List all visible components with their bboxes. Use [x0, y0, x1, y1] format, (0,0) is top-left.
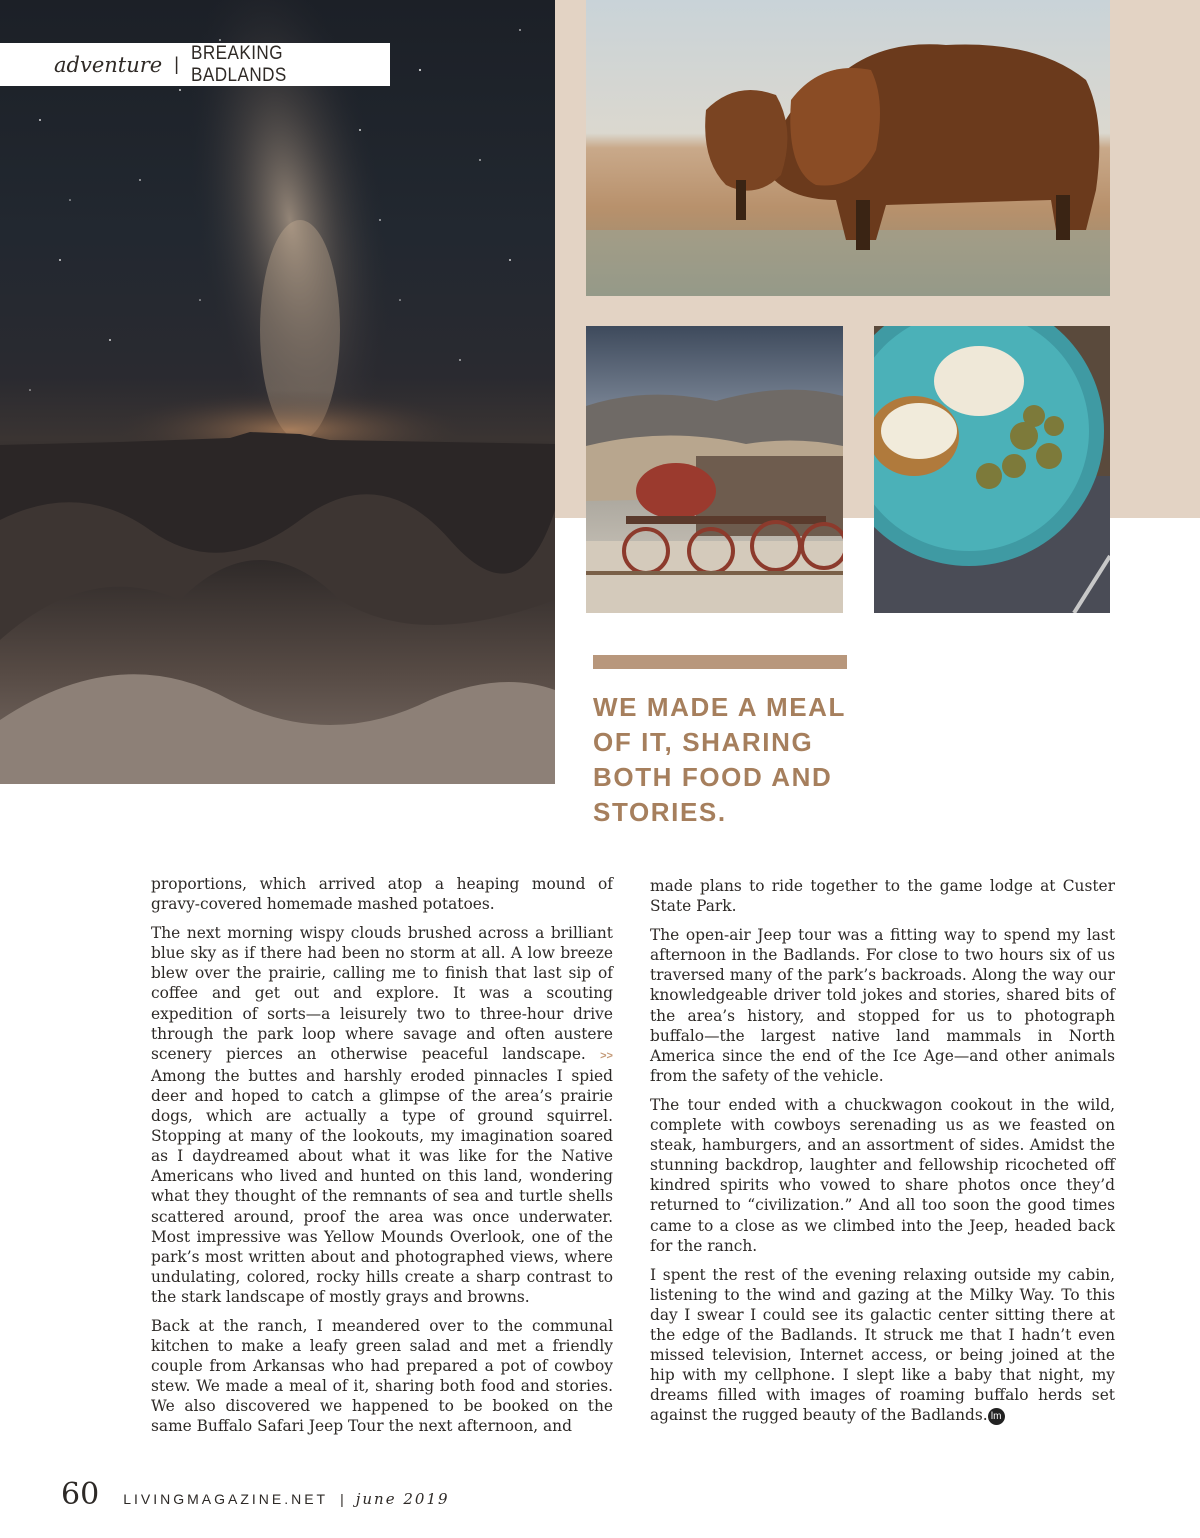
paragraph: proportions, which arrived atop a heaping mound of gravy-covered homemade mashed potatoes.: [151, 875, 613, 914]
section-label: adventure: [54, 52, 163, 77]
article-column-right: [650, 876, 1115, 1434]
end-mark-icon: lm: [988, 1408, 1005, 1425]
pull-quote-rule: [593, 655, 847, 669]
article-series-title: BREAKING BADLANDS: [190, 42, 287, 86]
paragraph: [650, 1265, 1115, 1426]
page-number: 60: [61, 1477, 100, 1512]
milky-way-badlands-photo: [0, 0, 555, 784]
section-header-tag: [0, 43, 390, 86]
paragraph: Back at the ranch, I meandered over to the communal kitchen to make a leafy green salad and met a friendly couple from Arkansas who had prepared a pot of cowboy stew. We made a meal of it, sharing both food and stories. We also discovered we happened to be booked on the same Buffalo Safari Jeep Tour the next afternoon, and: [151, 1316, 613, 1436]
paragraph: [151, 923, 613, 1307]
site-url: LIVINGMAGAZINE.NET: [123, 1491, 329, 1507]
page-footer: [61, 1477, 450, 1512]
footer-divider: |: [340, 1491, 344, 1507]
jump-arrow-icon: >>: [600, 1049, 613, 1062]
chuckwagon-photo: [586, 326, 843, 613]
issue-date: june 2019: [355, 1490, 450, 1508]
paragraph: The tour ended with a chuckwagon cookout in the wild, complete with cowboys serenading us as we feasted on steak, hamburgers, and an assortment of sides. Amidst the stunning backdrop, laughter and fellowship ricocheted off kindred spirits who vowed to share photos once they’d returned to “civilization.” And all too soon the good times came to a close as we climbed into the Jeep, headed back for the ranch.: [650, 1095, 1115, 1255]
meal-photo: [874, 326, 1110, 613]
paragraph-text: The next morning wispy clouds brushed across a brilliant blue sky as if there had been no storm at all. A low breeze blew over the prairie, calling me to finish that last sip of coffee and get out and explore. It was a scouting expedition of sorts—a leisurely two to three-hour drive through the park loop where savage and often austere scenery pierces an otherwise peaceful landscape.: [151, 924, 613, 1063]
article-column-left: [151, 874, 613, 1446]
paragraph: The open-air Jeep tour was a fitting way to spend my last afternoon in the Badlands. For close to two hours six of us traversed many of the park’s backroads. Along the way our knowledgeable driver told jokes and stories, shared bits of the area’s history, and stopped for us to photograph buffalo—the largest native land mammals in North America since the end of the Ice Age—and other animals from the safety of the vehicle.: [650, 926, 1115, 1085]
bison-photo: [586, 0, 1110, 296]
paragraph: made plans to ride together to the game lodge at Custer State Park.: [650, 877, 1115, 916]
pull-quote: WE MADE A MEAL OF IT, SHARING BOTH FOOD AND STORIES.: [593, 692, 846, 827]
section-divider: |: [174, 54, 179, 74]
paragraph-text: Among the buttes and harshly eroded pinnacles I spied deer and hoped to catch a glimpse of the area’s prairie dogs, which are actually a type of ground squirrel. Stopping at many of the lookouts, my imagination soared as I daydreamed about what it was like for the Native Americans who lived and hunted on this land, wondering what they thought of the remnants of sea and turtle shells scattered around, proof the area was once underwater. Most impressive was Yellow Mounds Overlook, one of the park’s most written about and photographed views, where undulating, colored, rocky hills create a sharp contrast to the stark landscape of mostly grays and browns.: [151, 1066, 613, 1306]
paragraph-text: I spent the rest of the evening relaxing outside my cabin, listening to the wind and gazing at the Milky Way. To this day I swear I could see its galactic center sitting there at the edge of the Badlands. It struck me that I hadn’t even missed television, Internet access, or being joined at the hip with my cellphone. I slept like a baby that night, my dreams filled with images of roaming buffalo herds set against the rugged beauty of the Badlands.: [650, 1265, 1115, 1425]
